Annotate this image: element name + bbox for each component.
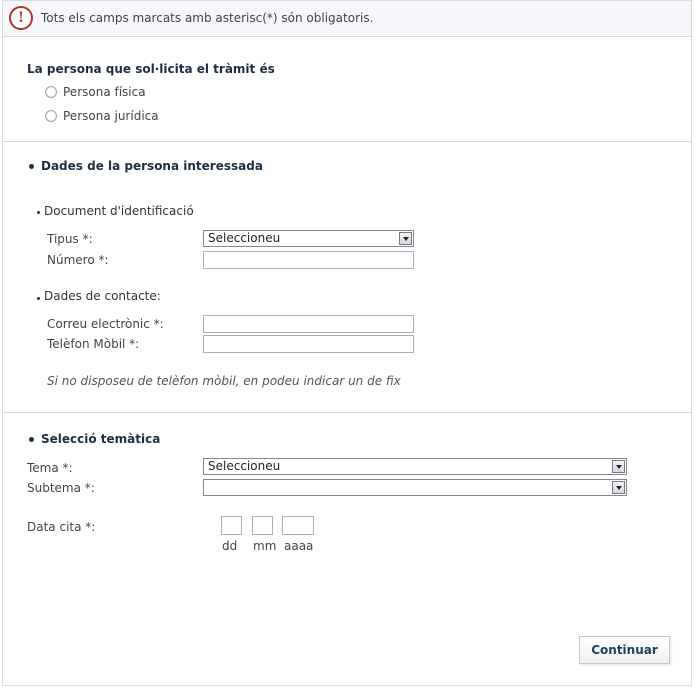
- notice-text: Tots els camps marcats amb asterisc(*) són obligatoris.: [41, 11, 374, 25]
- input-year[interactable]: [282, 516, 314, 535]
- bullet-icon: [29, 437, 34, 442]
- date-part-label-year: aaaa: [284, 539, 314, 553]
- select-tipus[interactable]: [203, 230, 414, 247]
- form-container: [2, 0, 692, 686]
- label-subtema: Subtema *:: [27, 481, 95, 495]
- divider: [3, 412, 691, 413]
- section-title-person: Dades de la persona interessada: [41, 159, 263, 173]
- required-fields-notice: [3, 1, 691, 37]
- label-tipus: Tipus *:: [47, 232, 93, 246]
- radio-persona-juridica[interactable]: [45, 110, 57, 122]
- bullet-icon: [37, 297, 40, 300]
- input-numero[interactable]: [203, 251, 414, 269]
- chevron-down-icon[interactable]: [612, 481, 625, 494]
- warning-icon: !: [9, 6, 33, 30]
- label-tema: Tema *:: [27, 461, 73, 475]
- subsection-title-contact: Dades de contacte:: [44, 289, 161, 303]
- input-correu[interactable]: [203, 315, 414, 333]
- date-part-label-month: mm: [253, 539, 277, 553]
- subsection-title-identification: Document d'identificació: [44, 204, 194, 218]
- select-tema-value: Seleccioneu: [208, 459, 281, 473]
- chevron-down-icon[interactable]: [399, 232, 412, 245]
- label-data-cita: Data cita *:: [27, 520, 96, 534]
- label-telefon-mobil: Telèfon Mòbil *:: [47, 337, 140, 351]
- chevron-down-icon[interactable]: [612, 460, 625, 473]
- label-correu: Correu electrònic *:: [47, 317, 164, 331]
- divider: [3, 141, 691, 142]
- label-numero: Número *:: [47, 253, 109, 267]
- radio-persona-fisica[interactable]: [45, 86, 57, 98]
- date-part-label-day: dd: [222, 539, 238, 553]
- applicant-title: La persona que sol·licita el tràmit és: [27, 62, 275, 76]
- section-title-topic: Selecció temàtica: [41, 432, 161, 446]
- select-tipus-value: Seleccioneu: [208, 231, 281, 245]
- input-telefon-mobil[interactable]: [203, 335, 414, 353]
- bullet-icon: [37, 211, 40, 214]
- mobile-hint: Si no disposeu de telèfon mòbil, en podeu indicar un de fix: [47, 374, 401, 388]
- select-tema[interactable]: [203, 458, 627, 475]
- radio-label-persona-fisica: Persona física: [63, 85, 146, 99]
- input-month[interactable]: [252, 516, 273, 535]
- bullet-icon: [29, 164, 34, 169]
- continue-button[interactable]: Continuar: [579, 636, 670, 664]
- input-day[interactable]: [221, 516, 242, 535]
- select-subtema[interactable]: [203, 479, 627, 496]
- radio-label-persona-juridica: Persona jurídica: [63, 109, 159, 123]
